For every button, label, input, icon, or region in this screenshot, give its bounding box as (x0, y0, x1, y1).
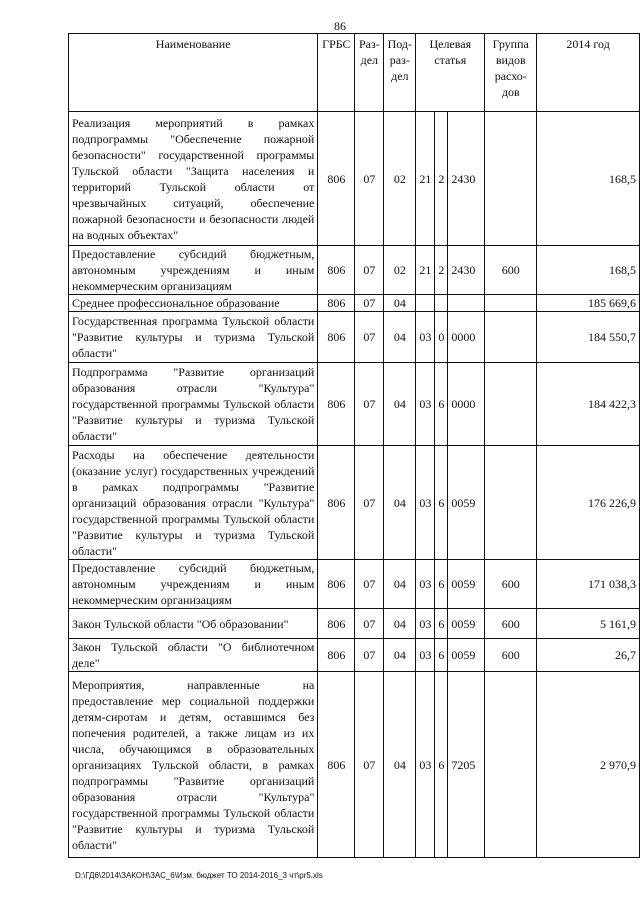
row-grbs: 806 (318, 295, 355, 312)
table-row (69, 363, 640, 446)
row-group (485, 446, 537, 560)
row-name: Расходы на обеспечение деятельности (оказание услуг) государственных учреждений в рамках подпрограммы "Развитие организаций образования отрасли "Культура" государственной программы Тульской области "Развитие культуры и туризма Тульской области" (69, 446, 318, 560)
row-grbs: 806 (318, 246, 355, 295)
row-name: Мероприятия, направленные на предоставление мер социальной поддержки детям-сиротам и детям, оставшимся без попечения родителей, а также лицам из их числа, обучающимся в образовательных организациях Тульской области, в рамках подпрограммы "Развитие организаций образования отрасли "Культура" государственной программы Тульской области "Развитие культуры и туризма Тульской области" (69, 672, 318, 858)
row-razdel: 07 (355, 363, 384, 446)
row-grbs: 806 (318, 446, 355, 560)
row-target-subprogram: 6 (435, 446, 448, 560)
row-target-program: 21 (416, 112, 435, 246)
row-target-subprogram (435, 295, 448, 312)
row-razdel: 07 (355, 295, 384, 312)
row-name: Закон Тульской области "Об образовании" (69, 609, 318, 639)
row-group (485, 112, 537, 246)
table-row (69, 246, 640, 295)
row-podrazdel: 04 (384, 639, 416, 672)
header-name: Наименование (69, 34, 318, 112)
page-number: 86 (334, 19, 346, 33)
row-razdel: 07 (355, 639, 384, 672)
row-group (485, 672, 537, 858)
row-name: Предоставление субсидий бюджетным, автономным учреждениям и иным некоммерческим организациям (69, 246, 318, 295)
row-podrazdel: 02 (384, 246, 416, 295)
budget-table (68, 33, 640, 858)
row-target-program: 03 (416, 672, 435, 858)
row-group: 600 (485, 609, 537, 639)
row-razdel: 07 (355, 560, 384, 609)
row-sum: 26,7 (537, 639, 640, 672)
header-razdel: Раз- дел (355, 34, 384, 112)
row-target-code (448, 295, 485, 312)
table-row (69, 112, 640, 246)
row-target-code: 2430 (448, 246, 485, 295)
row-grbs: 806 (318, 363, 355, 446)
row-target-code: 0000 (448, 312, 485, 363)
row-name: Подпрограмма "Развитие организаций образования отрасли "Культура" государственной программы Тульской области "Развитие культуры и туризма Тульской области" (69, 363, 318, 446)
row-target-code: 0059 (448, 446, 485, 560)
row-target-program: 03 (416, 609, 435, 639)
row-name: Закон Тульской области "О библиотечном деле" (69, 639, 318, 672)
row-razdel: 07 (355, 672, 384, 858)
row-podrazdel: 02 (384, 112, 416, 246)
row-sum: 184 422,3 (537, 363, 640, 446)
row-target-code: 0059 (448, 609, 485, 639)
row-name: Государственная программа Тульской области "Развитие культуры и туризма Тульской области" (69, 312, 318, 363)
row-group (485, 312, 537, 363)
row-group (485, 295, 537, 312)
row-podrazdel: 04 (384, 672, 416, 858)
row-sum: 184 550,7 (537, 312, 640, 363)
row-razdel: 07 (355, 446, 384, 560)
row-target-code: 7205 (448, 672, 485, 858)
row-podrazdel: 04 (384, 446, 416, 560)
table-row (69, 312, 640, 363)
row-target-subprogram: 6 (435, 363, 448, 446)
row-target-program: 21 (416, 246, 435, 295)
row-target-program: 03 (416, 639, 435, 672)
row-target-program: 03 (416, 312, 435, 363)
row-target-subprogram: 2 (435, 246, 448, 295)
table-header-row (69, 34, 640, 112)
row-group: 600 (485, 560, 537, 609)
row-podrazdel: 04 (384, 312, 416, 363)
table-row (69, 639, 640, 672)
row-target-program: 03 (416, 560, 435, 609)
row-group: 600 (485, 639, 537, 672)
table-row (69, 672, 640, 858)
row-sum: 168,5 (537, 246, 640, 295)
row-podrazdel: 04 (384, 560, 416, 609)
row-grbs: 806 (318, 639, 355, 672)
table-row (69, 560, 640, 609)
table-row (69, 446, 640, 560)
row-group: 600 (485, 246, 537, 295)
row-sum: 2 970,9 (537, 672, 640, 858)
row-grbs: 806 (318, 609, 355, 639)
header-grbs: ГРБС (318, 34, 355, 112)
row-target-code: 2430 (448, 112, 485, 246)
row-target-program (416, 295, 435, 312)
row-target-program: 03 (416, 446, 435, 560)
row-podrazdel: 04 (384, 363, 416, 446)
row-podrazdel: 04 (384, 295, 416, 312)
row-name: Реализация мероприятий в рамках подпрограммы "Обеспечение пожарной безопасности" государственной программы Тульской области "Защита населения и территорий Тульской области от чрезвычайных ситуаций, обеспечение пожарной безопасности и безопасности людей на водных объектах" (69, 112, 318, 246)
row-target-code: 0059 (448, 639, 485, 672)
row-target-subprogram: 6 (435, 672, 448, 858)
footer-path: D:\ГД6\2014\ЗАКОН\ЗАС_6\Изм. бюджет ТО 2014-2016_3 чт\pr5.xls (75, 871, 323, 880)
row-target-subprogram: 2 (435, 112, 448, 246)
header-year: 2014 год (537, 34, 640, 112)
row-name: Предоставление субсидий бюджетным, автономным учреждениям и иным некоммерческим организациям (69, 560, 318, 609)
row-target-subprogram: 6 (435, 560, 448, 609)
row-razdel: 07 (355, 112, 384, 246)
row-target-subprogram: 6 (435, 609, 448, 639)
row-target-subprogram: 6 (435, 639, 448, 672)
row-target-code: 0000 (448, 363, 485, 446)
table-row (69, 295, 640, 312)
row-grbs: 806 (318, 112, 355, 246)
row-name: Среднее профессиональное образование (69, 295, 318, 312)
header-target: Целевая статья (416, 34, 485, 112)
row-razdel: 07 (355, 312, 384, 363)
header-group: Группа видов расхо- дов (485, 34, 537, 112)
row-razdel: 07 (355, 246, 384, 295)
row-sum: 168,5 (537, 112, 640, 246)
row-razdel: 07 (355, 609, 384, 639)
row-sum: 5 161,9 (537, 609, 640, 639)
row-podrazdel: 04 (384, 609, 416, 639)
row-target-subprogram: 0 (435, 312, 448, 363)
row-group (485, 363, 537, 446)
header-podrazdel: Под- раз- дел (384, 34, 416, 112)
row-target-program: 03 (416, 363, 435, 446)
row-sum: 171 038,3 (537, 560, 640, 609)
row-sum: 176 226,9 (537, 446, 640, 560)
row-grbs: 806 (318, 560, 355, 609)
row-target-code: 0059 (448, 560, 485, 609)
row-sum: 185 669,6 (537, 295, 640, 312)
row-grbs: 806 (318, 672, 355, 858)
row-grbs: 806 (318, 312, 355, 363)
table-row (69, 609, 640, 639)
